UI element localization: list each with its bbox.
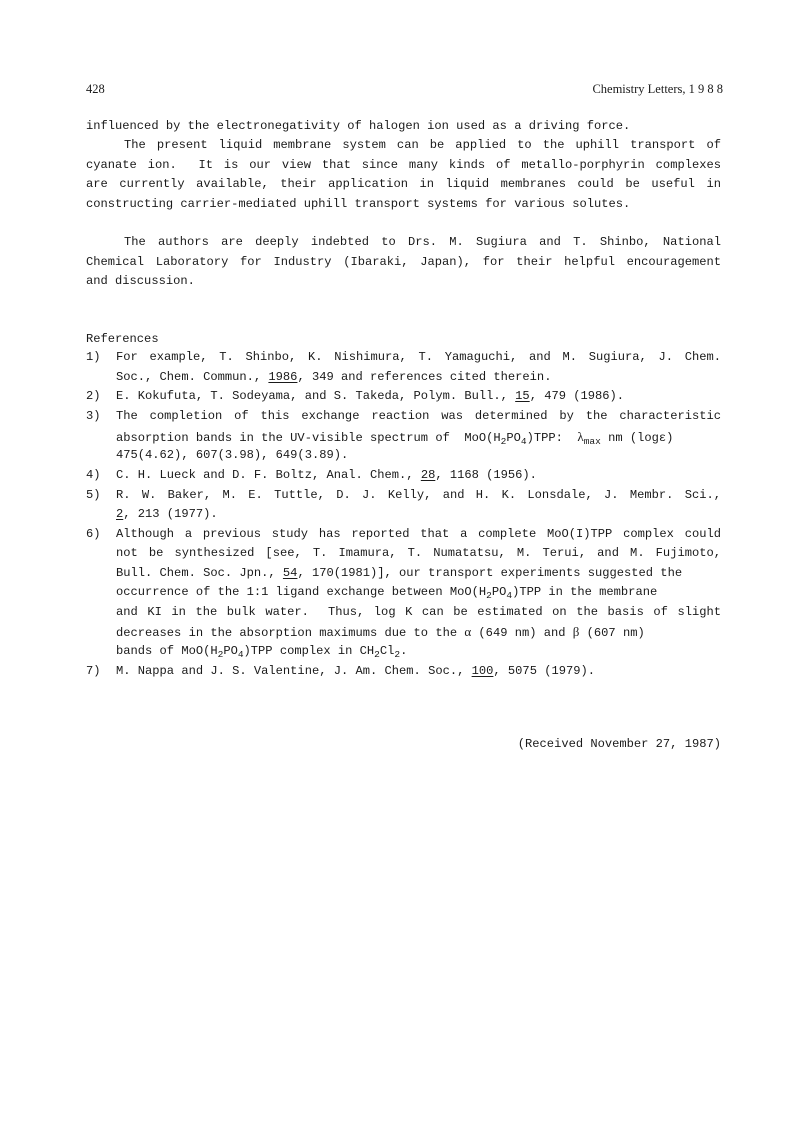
underlined-volume: 100 [471, 664, 494, 678]
reference-line: bands of $MoO(H_2PO_4)TPP$ complex in $CH_2Cl_2$. [116, 644, 408, 660]
reference-line: occurrence of the 1:1 ligand exchange between $MoO(H_2PO_4)TPP$ in the membrane [116, 585, 658, 601]
paragraph-2-line: The present liquid membrane system can be applied to the uphill transport of [124, 138, 721, 152]
reference-line: The completion of this exchange reaction was determined by the characteristic [116, 409, 721, 423]
lambda-symbol: λ [577, 429, 584, 444]
reference-line: M. Nappa and J. S. Valentine, J. Am. Chem. Soc., 100, 5075 (1979). [116, 664, 596, 678]
underlined-volume: 2 [116, 507, 124, 521]
reference-line: decreases in the absorption maximums due to the α (649 nm) and β (607 nm) [116, 624, 645, 640]
alpha-symbol: α [464, 624, 472, 639]
underlined-volume: 54 [282, 566, 298, 580]
journal-name: Chemistry Letters, 1 9 8 8 [592, 82, 723, 96]
paragraph-2-line: are currently available, their application in liquid membranes could be useful in [86, 177, 721, 191]
reference-number: 1) [86, 350, 101, 364]
underlined-volume: 15 [515, 389, 530, 403]
reference-line: R. W. Baker, M. E. Tuttle, D. J. Kelly, and H. K. Lonsdale, J. Membr. Sci., [116, 488, 721, 502]
reference-number: 4) [86, 468, 101, 482]
paragraph-2-line: cyanate ion. It is our view that since many kinds of metallo-porphyrin complexes [86, 158, 721, 172]
reference-number: 5) [86, 488, 101, 502]
underlined-year: 1986 [268, 370, 298, 384]
reference-line: Soc., Chem. Commun., 1986, 349 and references cited therein. [116, 370, 552, 384]
underlined-volume: 28 [420, 468, 436, 482]
paragraph-1-line: influenced by the electronegativity of halogen ion used as a driving force. [86, 119, 631, 133]
acknowledgement-line: The authors are deeply indebted to Drs. M. Sugiura and T. Shinbo, National [124, 235, 721, 249]
reference-number: 6) [86, 527, 101, 541]
paragraph-2-line: constructing carrier-mediated uphill transport systems for various solutes. [86, 197, 631, 211]
reference-number: 3) [86, 409, 101, 423]
reference-line: and KI in the bulk water. Thus, log K can be estimated on the basis of slight [116, 605, 721, 619]
reference-line: Bull. Chem. Soc. Jpn., 54, 170(1981)], our transport experiments suggested the [116, 566, 683, 580]
received-date: (Received November 27, 1987) [517, 737, 721, 751]
beta-symbol: β [572, 624, 580, 639]
acknowledgement-line: and discussion. [86, 274, 195, 288]
reference-line: not be synthesized [see, T. Imamura, T. Numatatsu, M. Terui, and M. Fujimoto, [116, 546, 721, 560]
page-number: 428 [86, 82, 105, 96]
references-heading: References [86, 332, 159, 346]
reference-number: 2) [86, 389, 101, 403]
reference-line: Although a previous study has reported that a complete MoO(I)TPP complex could [116, 527, 721, 541]
reference-line: 475(4.62), 607(3.98), 649(3.89). [116, 448, 349, 462]
reference-line: C. H. Lueck and D. F. Boltz, Anal. Chem., 28, 1168 (1956). [116, 468, 537, 482]
reference-number: 7) [86, 664, 101, 678]
page-header [86, 82, 723, 98]
reference-line: 2, 213 (1977). [116, 507, 218, 521]
reference-line: absorption bands in the UV-visible spectrum of $MoO(H_2PO_4)TPP$: $\lambda_{max}$ nm (logε) [116, 429, 674, 447]
acknowledgement-line: Chemical Laboratory for Industry (Ibaraki, Japan), for their helpful encouragement [86, 255, 721, 269]
reference-line: E. Kokufuta, T. Sodeyama, and S. Takeda, Polym. Bull., 15, 479 (1986). [116, 389, 625, 403]
reference-line: For example, T. Shinbo, K. Nishimura, T. Yamaguchi, and M. Sugiura, J. Chem. [116, 350, 721, 364]
